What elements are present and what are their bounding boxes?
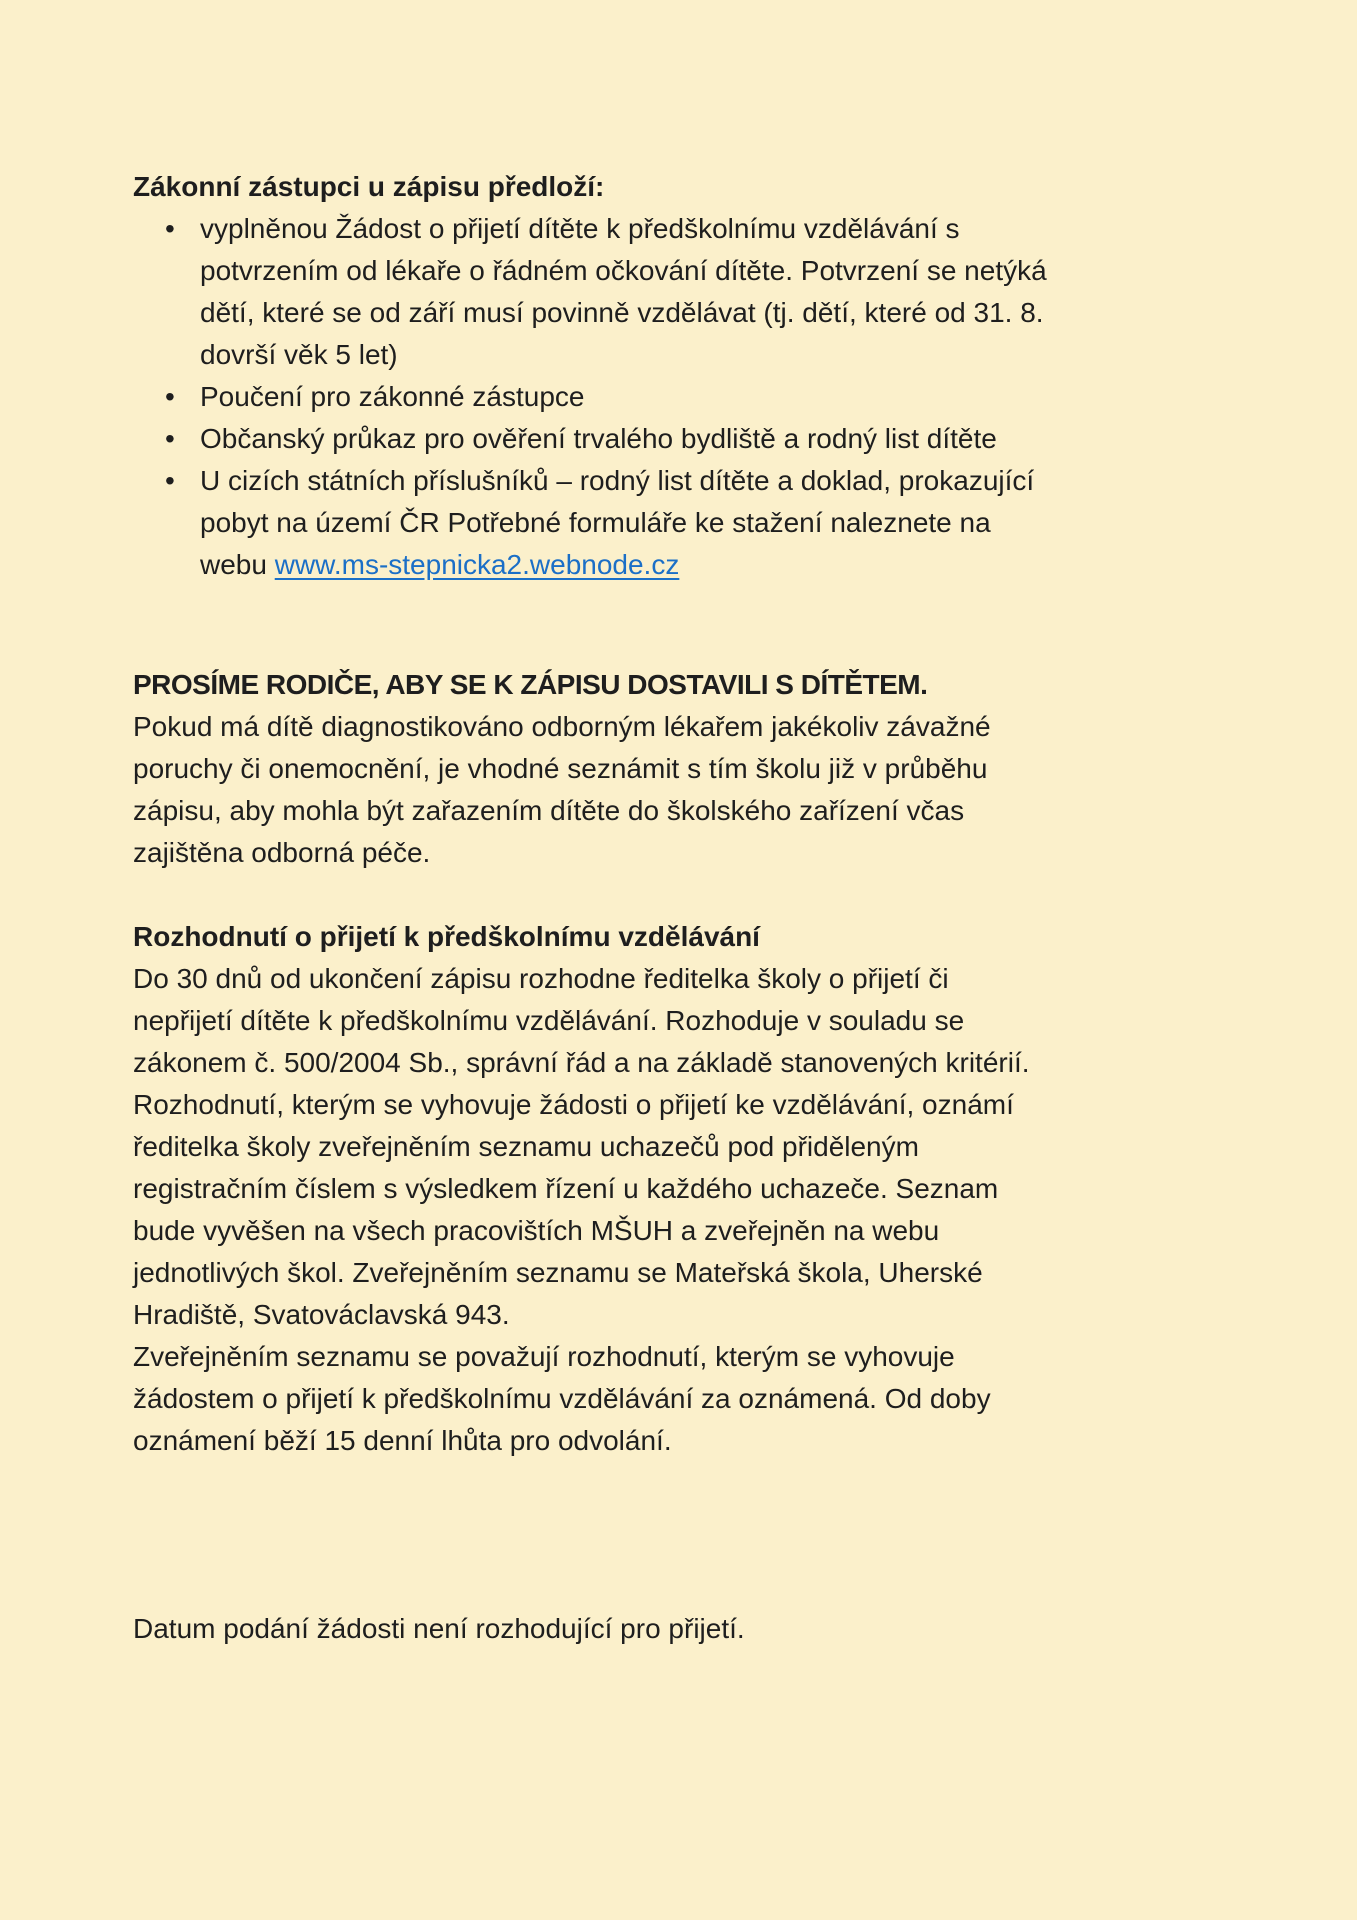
list-item-instruction: [133, 376, 1048, 418]
attendance-notice-paragraph: Pokud má dítě diagnostikováno odborným lékařem jakékoliv závažné poruchy či onemocnění, je vhodné seznámit s tím školu již v průběhu zápisu, aby mohla být zařazením dítěte do školského zařízení včas zajištěna odborná péče.: [133, 711, 991, 868]
document-content: [133, 166, 1048, 1650]
list-item-id-card: [133, 418, 1048, 460]
section-attendance-notice: [133, 664, 1048, 874]
list-item-text: Poučení pro zákonné zástupce: [200, 381, 585, 412]
list-item-foreign-nationals: [133, 460, 1048, 586]
required-documents-list: [133, 208, 1048, 586]
application-date-note: Datum podání žádosti není rozhodující pro přijetí.: [133, 1613, 745, 1644]
list-item-text: U cizích státních příslušníků – rodný list dítěte a doklad, prokazující pobyt na území ČR Potřebné formuláře ke stažení naleznete na webu: [200, 465, 1035, 580]
required-documents-heading: Zákonní zástupci u zápisu předloží:: [133, 171, 605, 202]
admission-decision-paragraph-2: Zveřejněním seznamu se považují rozhodnutí, kterým se vyhovuje žádostem o přijetí k předškolnímu vzdělávání za oznámená. Od doby oznámení běží 15 denní lhůta pro odvolání.: [133, 1341, 991, 1456]
forms-website-link[interactable]: www.ms-stepnicka2.webnode.cz: [274, 549, 680, 580]
list-item-text: vyplněnou Žádost o přijetí dítěte k předškolnímu vzdělávání s potvrzením od lékaře o řádném očkování dítěte. Potvrzení se netýká dětí, které se od září musí povinně vzdělávat (tj. dětí, které od 31. 8. dovrší věk 5 let): [200, 213, 1047, 370]
section-admission-decision: [133, 916, 1048, 1462]
admission-decision-heading: Rozhodnutí o přijetí k předškolnímu vzdělávání: [133, 921, 760, 952]
attendance-notice-heading: PROSÍME RODIČE, ABY SE K ZÁPISU DOSTAVILI S DÍTĚTEM.: [133, 669, 928, 700]
list-item-text: Občanský průkaz pro ověření trvalého bydliště a rodný list dítěte: [200, 423, 997, 454]
section-required-documents: [133, 166, 1048, 586]
list-item-application: [133, 208, 1048, 376]
admission-decision-paragraph-1: Do 30 dnů od ukončení zápisu rozhodne ředitelka školy o přijetí či nepřijetí dítěte k předškolnímu vzdělávání. Rozhoduje v souladu se zákonem č. 500/2004 Sb., správní řád a na základě stanovených kritérií. Rozhodnutí, kterým se vyhovuje žádosti o přijetí ke vzdělávání, oznámí ředitelka školy zveřejněním seznamu uchazečů pod přiděleným registračním číslem s výsledkem řízení u každého uchazeče. Seznam bude vyvěšen na všech pracovištích MŠUH a zveřejněn na webu jednotlivých škol. Zveřejněním seznamu se Mateřská škola, Uherské Hradiště, Svatováclavská 943.: [133, 963, 1030, 1330]
